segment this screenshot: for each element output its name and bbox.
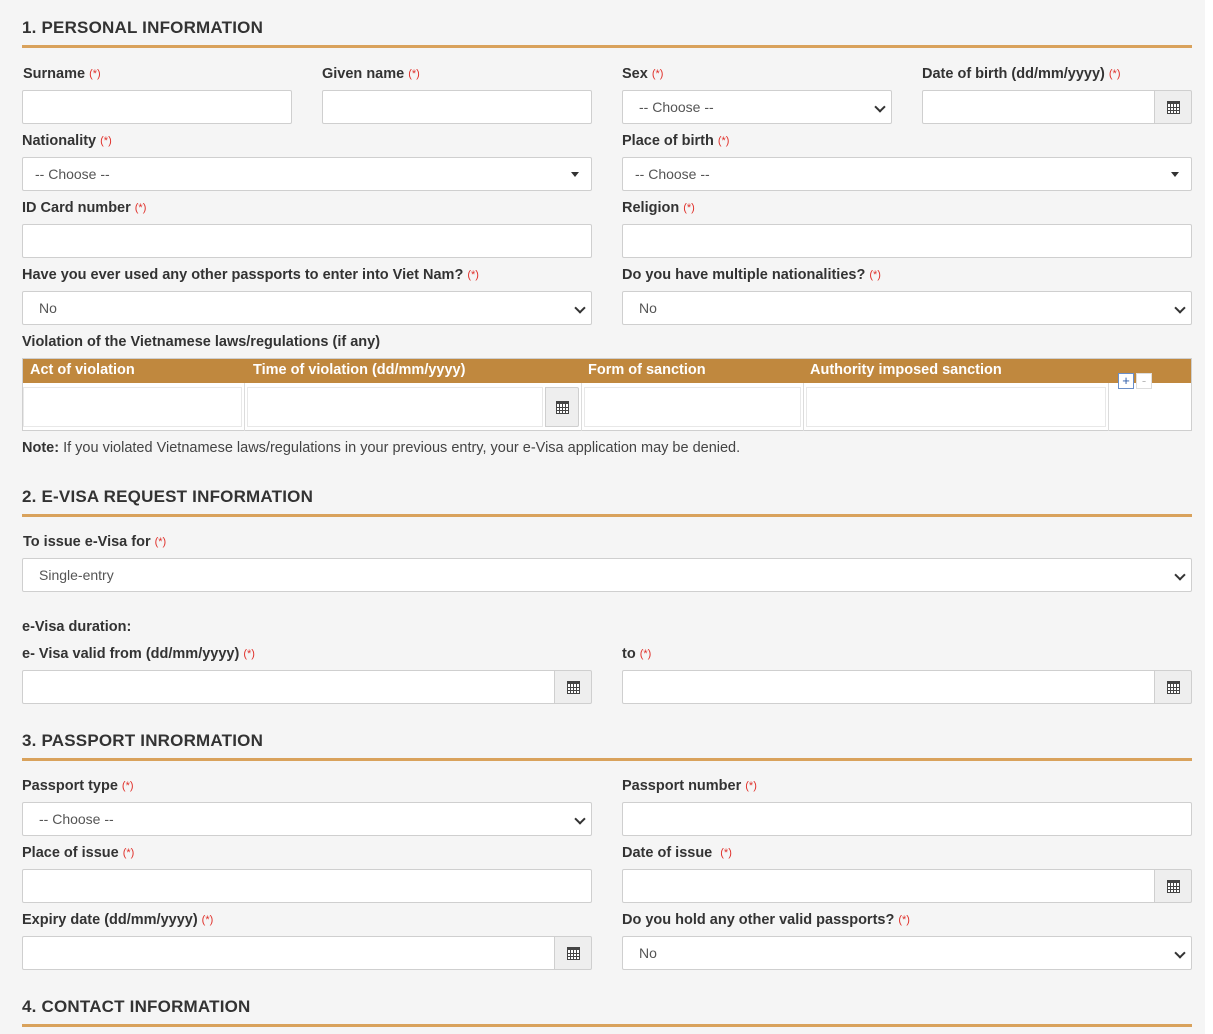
passport-number-input[interactable] — [622, 802, 1192, 836]
violation-table — [22, 358, 1192, 431]
evisa-duration-label: e-Visa duration: — [22, 619, 132, 635]
issue-for-select-value: Single-entry — [39, 567, 114, 583]
violation-act-input[interactable] — [23, 387, 242, 427]
passport-type-label: Passport type (*) — [22, 778, 134, 794]
passport-type-select[interactable] — [22, 802, 592, 836]
sex-select-value: -- Choose -- — [639, 99, 714, 115]
violation-time-cell — [245, 383, 582, 431]
remove-row-button[interactable]: - — [1136, 373, 1152, 389]
caret-down-icon — [571, 172, 579, 177]
valid-from-label: e- Visa valid from (dd/mm/yyyy) (*) — [22, 646, 255, 662]
sex-select[interactable] — [622, 90, 892, 124]
calendar-icon — [1167, 880, 1180, 893]
chevron-down-icon — [874, 101, 885, 112]
chevron-down-icon — [1174, 569, 1185, 580]
header-act-of-violation: Act of violation — [30, 362, 135, 378]
violation-label: Violation of the Vietnamese laws/regulations (if any) — [22, 334, 381, 350]
given-name-input[interactable] — [322, 90, 592, 124]
religion-label: Religion (*) — [622, 200, 695, 216]
header-form-of-sanction: Form of sanction — [588, 362, 706, 378]
chevron-down-icon — [574, 302, 585, 313]
calendar-icon — [567, 947, 580, 960]
dob-date-picker[interactable] — [922, 90, 1192, 124]
religion-input[interactable] — [622, 224, 1192, 258]
nationality-label: Nationality (*) — [22, 133, 112, 149]
place-of-issue-input[interactable] — [22, 869, 592, 903]
calendar-icon — [556, 401, 569, 414]
caret-down-icon — [1171, 172, 1179, 177]
violation-time-calendar-button[interactable] — [545, 387, 579, 427]
valid-to-calendar-button[interactable] — [1154, 670, 1192, 704]
valid-from-date-picker[interactable] — [22, 670, 592, 704]
chevron-down-icon — [1174, 302, 1185, 313]
header-authority: Authority imposed sanction — [810, 362, 1002, 378]
multiple-nationalities-select-value: No — [639, 300, 657, 316]
nationality-select[interactable] — [22, 157, 592, 191]
given-name-label: Given name (*) — [322, 66, 420, 82]
chevron-down-icon — [574, 813, 585, 824]
chevron-down-icon — [1174, 947, 1185, 958]
violation-authority-cell — [804, 383, 1109, 431]
date-of-issue-input[interactable] — [622, 869, 1155, 903]
other-passports-label: Have you ever used any other passports to enter into Viet Nam? (*) — [22, 267, 479, 283]
scroll-gutter — [1205, 0, 1213, 1034]
section-title-passport: 3. PASSPORT INRORMATION — [22, 731, 1192, 761]
issue-for-label: To issue e-Visa for (*) — [23, 534, 167, 550]
expiry-date-picker[interactable] — [22, 936, 592, 970]
date-of-issue-label: Date of issue (*) — [622, 845, 732, 861]
place-of-birth-select-value: -- Choose -- — [635, 166, 710, 182]
calendar-icon — [1167, 681, 1180, 694]
valid-from-input[interactable] — [22, 670, 555, 704]
place-of-issue-label: Place of issue (*) — [22, 845, 135, 861]
expiry-date-input[interactable] — [22, 936, 555, 970]
section-title-contact: 4. CONTACT INFORMATION — [22, 997, 1192, 1027]
id-card-input[interactable] — [22, 224, 592, 258]
surname-label: Surname (*) — [23, 66, 101, 82]
dob-calendar-button[interactable] — [1154, 90, 1192, 124]
valid-to-input[interactable] — [622, 670, 1155, 704]
multiple-nationalities-label: Do you have multiple nationalities? (*) — [622, 267, 881, 283]
valid-to-label: to (*) — [622, 646, 652, 662]
header-time-of-violation: Time of violation (dd/mm/yyyy) — [253, 362, 466, 378]
valid-to-date-picker[interactable] — [622, 670, 1192, 704]
expiry-calendar-button[interactable] — [554, 936, 592, 970]
nationality-select-value: -- Choose -- — [35, 166, 110, 182]
other-passports-select[interactable] — [22, 291, 592, 325]
multiple-nationalities-select[interactable] — [622, 291, 1192, 325]
place-of-birth-select[interactable] — [622, 157, 1192, 191]
other-passports-select-value: No — [39, 300, 57, 316]
other-valid-passports-select[interactable] — [622, 936, 1192, 970]
date-of-issue-calendar-button[interactable] — [1154, 869, 1192, 903]
violation-act-cell — [23, 383, 245, 431]
dob-input[interactable] — [922, 90, 1155, 124]
id-card-label: ID Card number (*) — [22, 200, 147, 216]
violation-note: Note: If you violated Vietnamese laws/regulations in your previous entry, your e-Visa application may be denied. — [22, 440, 741, 456]
violation-form-input[interactable] — [584, 387, 801, 427]
surname-input[interactable] — [22, 90, 292, 124]
sex-label: Sex (*) — [622, 66, 664, 82]
expiry-date-label: Expiry date (dd/mm/yyyy) (*) — [22, 912, 214, 928]
section-title-personal: 1. PERSONAL INFORMATION — [22, 18, 1192, 48]
place-of-birth-label: Place of birth (*) — [622, 133, 730, 149]
section-title-evisa: 2. E-VISA REQUEST INFORMATION — [22, 487, 1192, 517]
other-valid-passports-select-value: No — [639, 945, 657, 961]
add-row-button[interactable]: + — [1118, 373, 1134, 389]
violation-authority-input[interactable] — [806, 387, 1106, 427]
dob-label: Date of birth (dd/mm/yyyy) (*) — [922, 66, 1121, 82]
passport-number-label: Passport number (*) — [622, 778, 757, 794]
violation-table-header — [23, 359, 1191, 383]
date-of-issue-date-picker[interactable] — [622, 869, 1192, 903]
passport-type-select-value: -- Choose -- — [39, 811, 114, 827]
calendar-icon — [567, 681, 580, 694]
violation-time-input[interactable] — [247, 387, 543, 427]
calendar-icon — [1167, 101, 1180, 114]
issue-for-select[interactable] — [22, 558, 1192, 592]
violation-form-cell — [582, 383, 804, 431]
valid-from-calendar-button[interactable] — [554, 670, 592, 704]
other-valid-passports-label: Do you hold any other valid passports? (*) — [622, 912, 910, 928]
